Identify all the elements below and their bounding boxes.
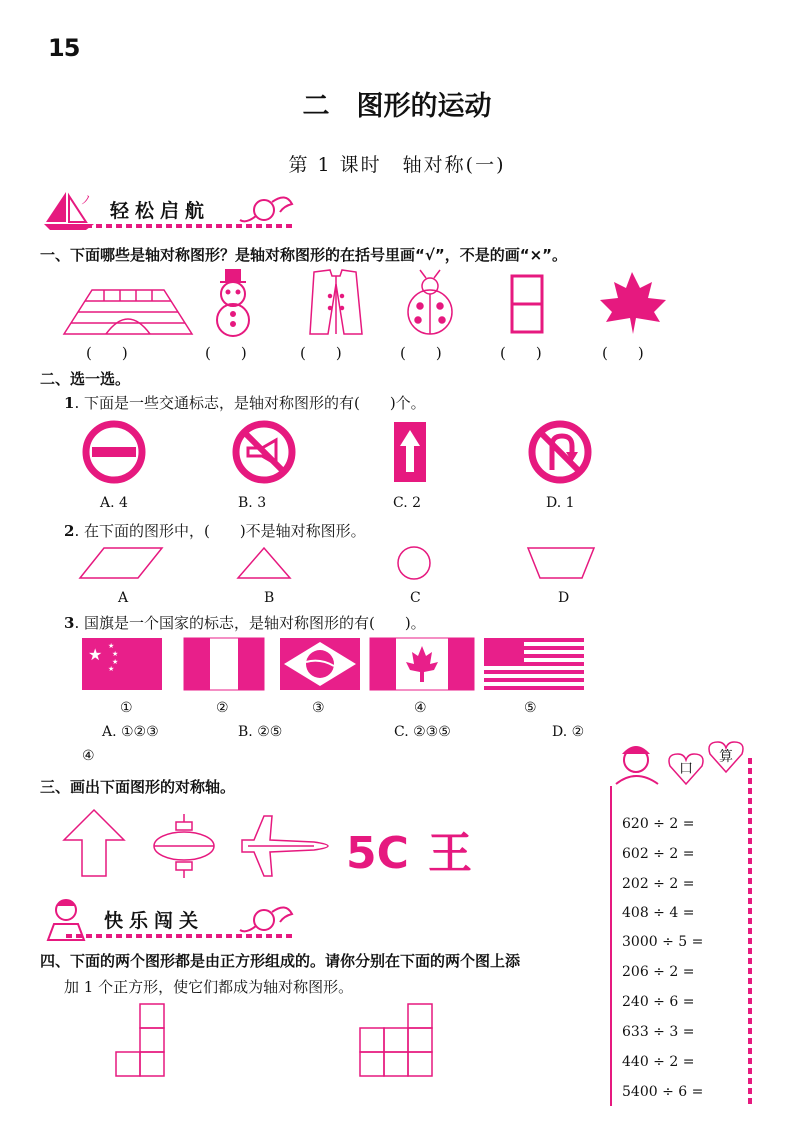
shape-label-a: A — [118, 590, 129, 606]
leaf-icon — [600, 272, 666, 334]
option-b[interactable]: B. ②⑤ — [238, 724, 283, 740]
option-d[interactable]: D. ② — [552, 724, 585, 740]
banner-title: 快乐闯关 — [104, 910, 205, 932]
question-2-2-text — [64, 520, 366, 541]
glyph-5c: 5C — [346, 828, 409, 879]
mental-math-sidebar — [610, 738, 756, 1108]
flag-label-5: ⑤ — [524, 700, 537, 716]
no-entry-sign-icon — [86, 424, 142, 480]
calc-item: 408 ÷ 4 = — [622, 905, 695, 921]
answer-paren-5[interactable]: ( ) — [500, 344, 542, 362]
calc-item: 633 ÷ 3 = — [622, 1024, 695, 1040]
svg-text:ノ: ノ — [80, 193, 93, 207]
calc-item: 602 ÷ 2 = — [622, 846, 695, 862]
canada-flag-icon — [370, 638, 474, 690]
page-number: 15 — [48, 34, 80, 62]
svg-text:★: ★ — [88, 645, 103, 664]
option-a[interactable]: A. ①②③ — [102, 724, 159, 740]
answer-paren-3[interactable]: ( ) — [300, 344, 342, 362]
coat-icon — [310, 270, 362, 334]
door-icon — [512, 276, 542, 332]
brazil-flag-icon — [280, 638, 360, 690]
flag-label-2: ② — [216, 700, 229, 716]
airplane-shape — [242, 816, 328, 876]
sub-number: 2 — [64, 522, 75, 540]
shape-label-b: B — [264, 590, 275, 606]
sidebar-left-border — [610, 786, 612, 1106]
option-a[interactable]: A. 4 — [100, 495, 128, 511]
option-d[interactable]: D. 1 — [546, 495, 575, 511]
sub-text: . 下面是一些交通标志，是轴对称图形的有( )个。 — [74, 394, 426, 412]
arrow-shape — [64, 810, 124, 876]
bridge-icon — [64, 290, 192, 334]
triangle-shape — [238, 548, 290, 578]
one-way-sign-icon — [394, 422, 426, 482]
flag-label-1: ① — [120, 700, 133, 716]
answer-paren-1[interactable]: ( ) — [86, 344, 128, 362]
sidebar-right-border — [748, 758, 752, 1106]
shape-label-c: C — [410, 590, 421, 606]
sub-number: 1 — [64, 394, 75, 412]
tricolor-flag-icon — [184, 638, 264, 690]
answer-paren-6[interactable]: ( ) — [602, 344, 644, 362]
calc-item: 5400 ÷ 6 = — [622, 1084, 704, 1100]
question-2-heading: 二、选一选。 — [40, 370, 131, 388]
question-2-3-text — [64, 612, 426, 633]
option-d-continued: ④ — [82, 748, 95, 764]
sub-text: . 国旗是一个国家的标志，是轴对称图形的有( )。 — [74, 614, 426, 632]
banner-underline — [66, 224, 296, 228]
question-3-text: 三、画出下面图形的对称轴。 — [40, 778, 236, 796]
snowman-icon — [217, 270, 249, 336]
no-honking-sign-icon — [236, 424, 292, 480]
svg-text:★: ★ — [112, 650, 119, 658]
question-4-line-2: 加 1 个正方形，使它们都成为轴对称图形。 — [64, 978, 354, 996]
q2-2-shapes — [76, 544, 616, 584]
girl-icon — [606, 740, 666, 790]
flag-label-3: ③ — [312, 700, 325, 716]
glyph-wang: 王 — [428, 828, 472, 879]
square-figure-1 — [116, 1004, 164, 1076]
parallelogram-shape — [80, 548, 162, 578]
option-c[interactable]: C. 2 — [393, 495, 422, 511]
heart-left-label: 口 — [679, 761, 693, 777]
heart-right-label: 算 — [719, 749, 733, 765]
flags — [78, 634, 588, 694]
answer-paren-2[interactable]: ( ) — [205, 344, 247, 362]
section-banner-happy-challenge — [36, 894, 296, 938]
svg-text:★: ★ — [112, 658, 119, 666]
calc-item: 440 ÷ 2 = — [622, 1054, 695, 1070]
svg-text:★: ★ — [108, 642, 115, 650]
calc-item: 202 ÷ 2 = — [622, 876, 695, 892]
question-4-line-1: 四、下面的两个图形都是由正方形组成的。请你分别在下面的两个图上添 — [40, 952, 521, 970]
lantern-shape — [154, 814, 214, 878]
shape-label-d: D — [558, 590, 570, 606]
q1-figures — [60, 268, 700, 340]
q3-figures — [60, 806, 490, 882]
ladybug-icon — [408, 270, 452, 334]
calc-item: 620 ÷ 2 = — [622, 816, 695, 832]
option-c[interactable]: C. ②③⑤ — [394, 724, 451, 740]
sub-number: 3 — [64, 614, 75, 632]
section-banner-easy-start — [36, 186, 296, 230]
option-b[interactable]: B. 3 — [238, 495, 267, 511]
answer-paren-4[interactable]: ( ) — [400, 344, 442, 362]
calc-item: 206 ÷ 2 = — [622, 964, 695, 980]
china-flag-icon — [82, 638, 162, 690]
flag-label-4: ④ — [414, 700, 427, 716]
calc-item: 3000 ÷ 5 = — [622, 934, 704, 950]
square-figure-2 — [360, 1004, 432, 1076]
no-u-turn-sign-icon — [532, 424, 588, 480]
banner-title: 轻松启航 — [110, 200, 211, 222]
banner-underline — [66, 934, 296, 938]
question-1-text: 一、下面哪些是轴对称图形？是轴对称图形的在括号里画“√”，不是的画“×”。 — [40, 246, 568, 264]
unit-title: 二 图形的运动 — [302, 91, 492, 122]
lesson-title: 第 1 课时 轴对称(一) — [288, 154, 506, 176]
question-2-1-text — [64, 392, 426, 413]
sub-text: . 在下面的图形中，( )不是轴对称图形。 — [74, 522, 366, 540]
traffic-signs — [76, 420, 616, 490]
usa-flag-icon — [484, 638, 584, 690]
svg-text:★: ★ — [108, 665, 115, 673]
trapezoid-shape — [528, 548, 594, 578]
calc-item: 240 ÷ 6 = — [622, 994, 695, 1010]
circle-shape — [398, 547, 430, 579]
q4-grids — [110, 1000, 450, 1086]
